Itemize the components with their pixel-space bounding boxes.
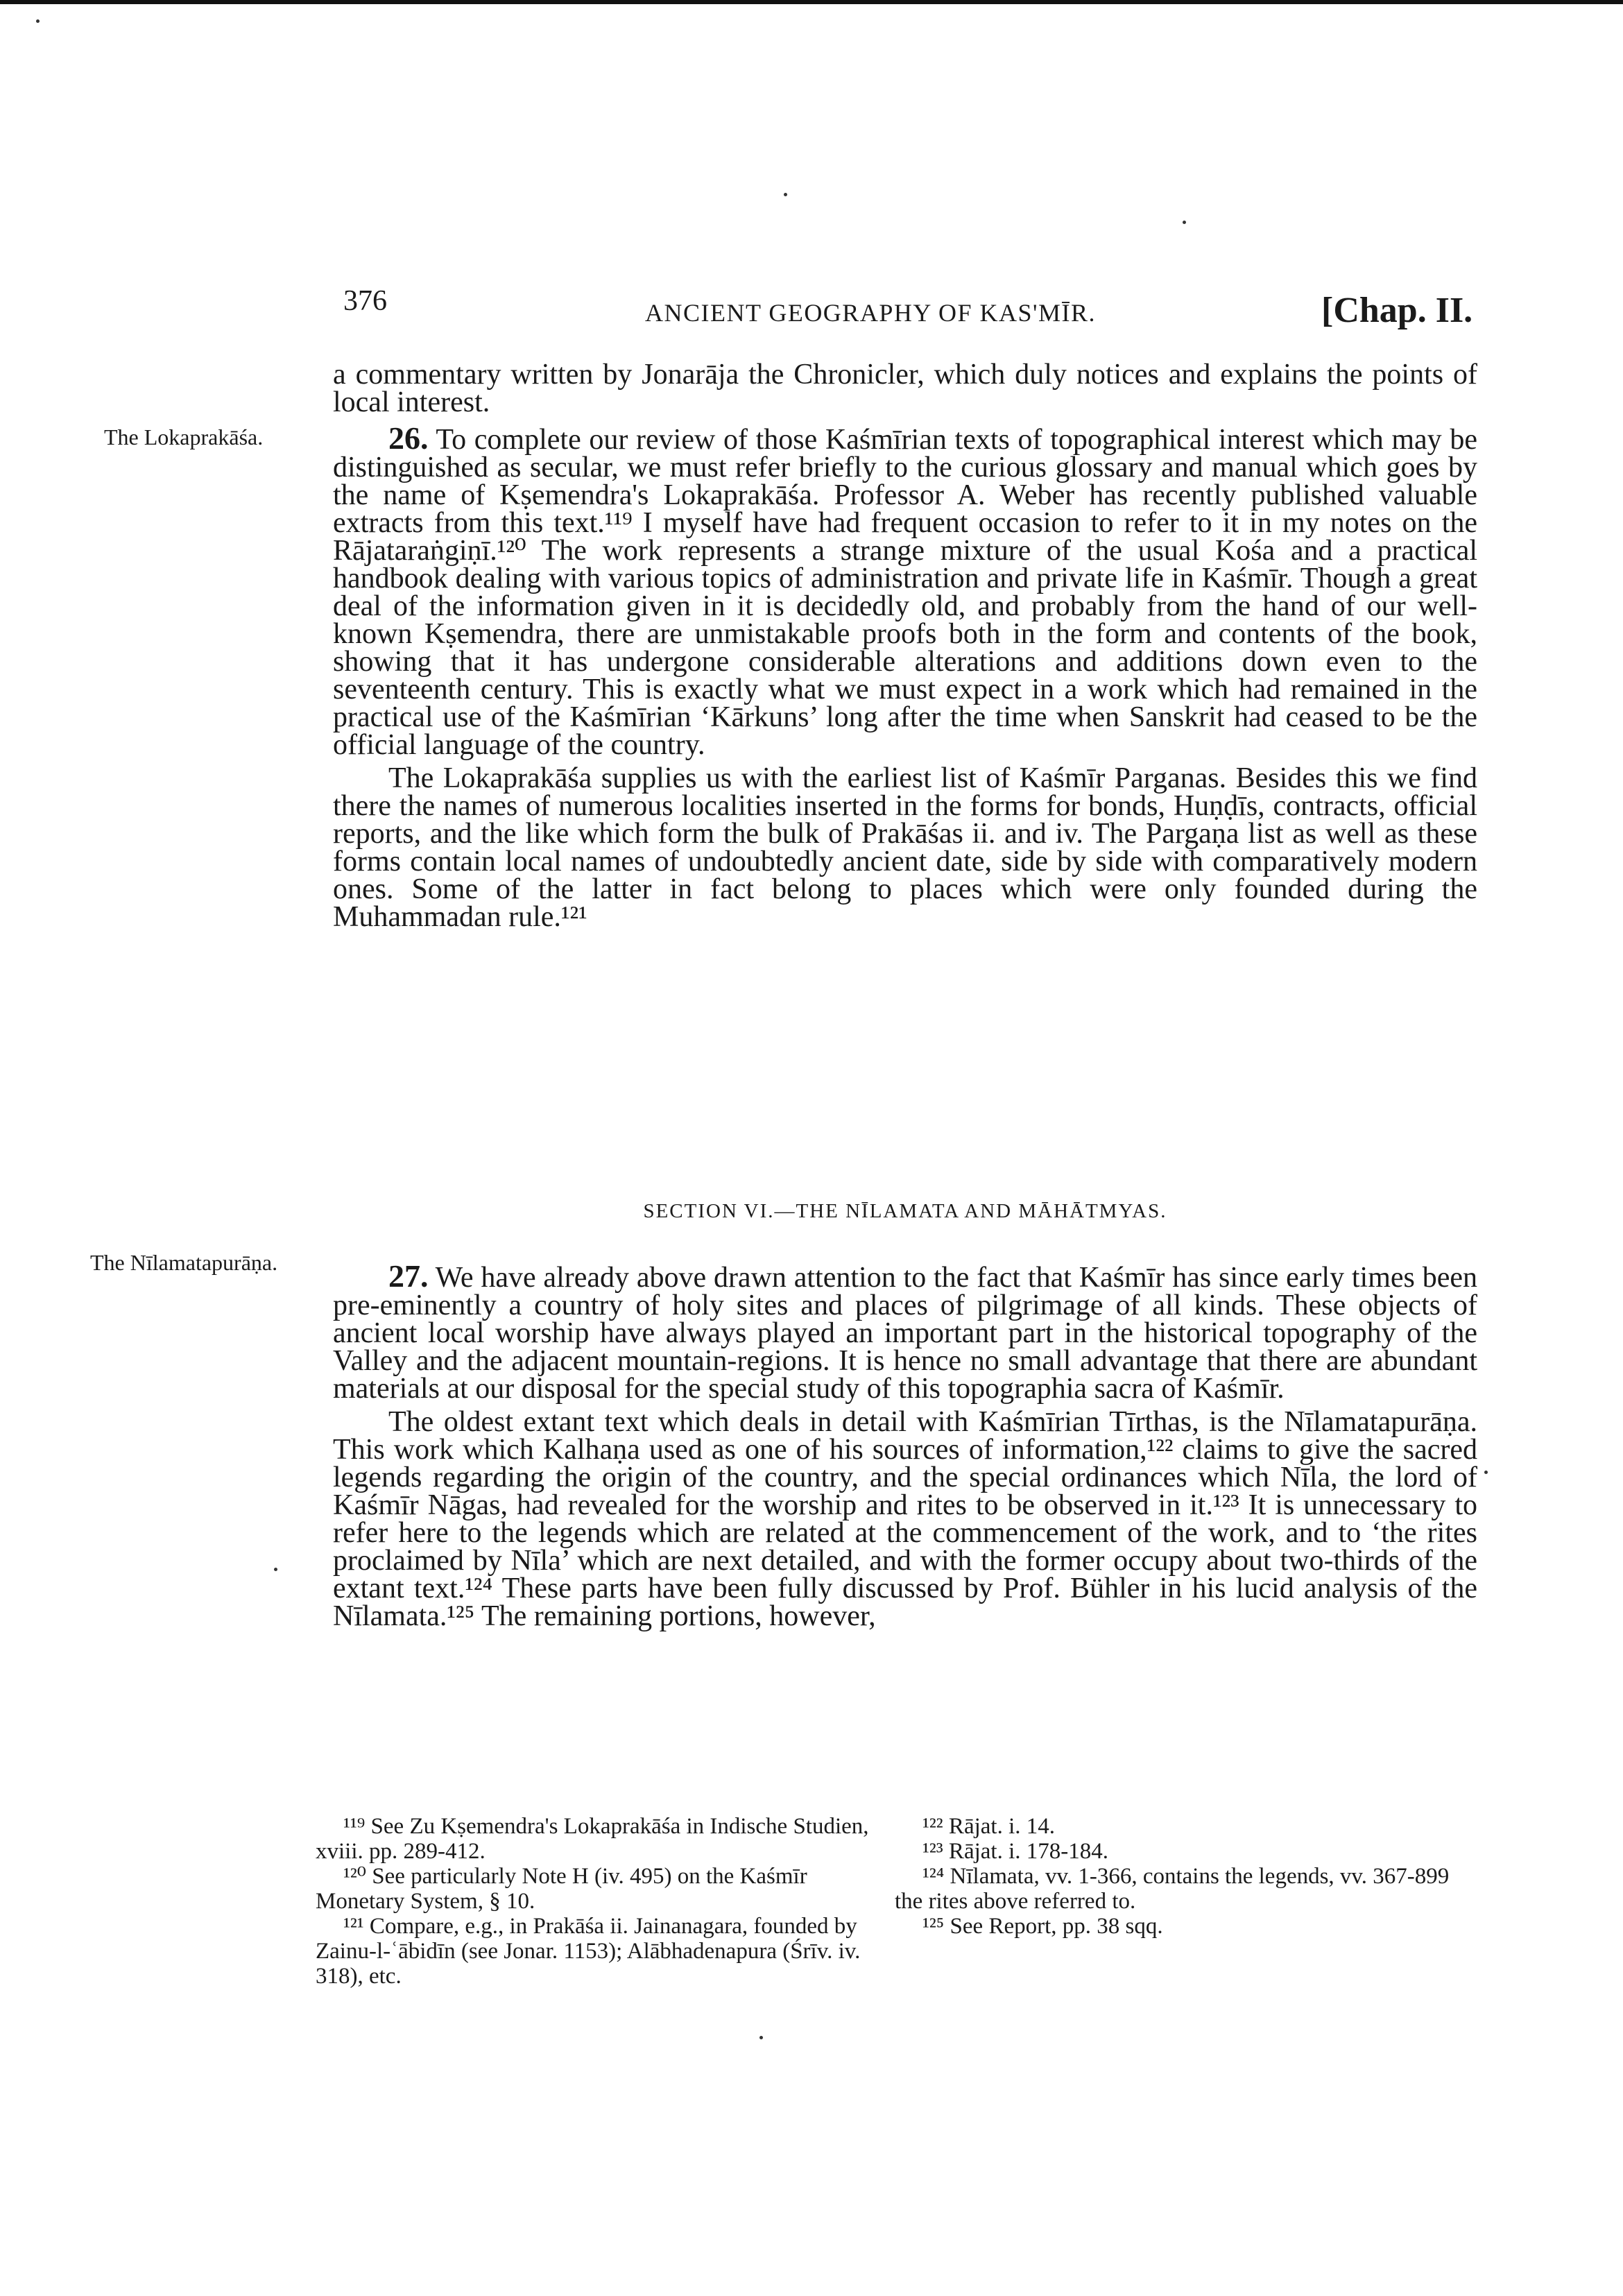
running-title: ANCIENT GEOGRAPHY OF KAS'MĪR.	[645, 299, 1097, 327]
footnote-122: ¹²² Rājat. i. 14.	[922, 1814, 1055, 1839]
top-border-rule	[0, 0, 1623, 4]
footnote-121: ¹²¹ Compare, e.g., in Prakāśa ii. Jainanagara, founded by Zainu-l-ʿābidīn (see Jonar. 1153); Alābhadenapura (Śrīv. iv. 318), etc.	[316, 1914, 861, 1989]
para-number: 27.	[388, 1258, 429, 1294]
margin-note-nilamatapurana: The Nīlamatapurāṇa.	[90, 1250, 278, 1275]
scan-speck	[274, 1568, 277, 1571]
para-number: 26.	[388, 420, 429, 456]
footnotes-left	[316, 1814, 870, 1989]
footnote-123: ¹²³ Rājat. i. 178-184.	[922, 1839, 1108, 1864]
scan-speck	[1484, 1471, 1488, 1474]
para-26-first	[333, 420, 1477, 761]
footnote-124: ¹²⁴ Nīlamata, vv. 1-366, contains the legends, vv. 367-899 the rites above referred to.	[895, 1864, 1450, 1914]
para-26-second: The Lokaprakāśa supplies us with the earliest list of Kaśmīr Parganas. Besides this we find there the names of numerous localities inserted in the forms for bonds, Huṇḍīs, contracts, official reports, and the like which form the bulk of Prakāśas ii. and iv. The Pargaṇa list as well as these forms contain local names of undoubtedly ancient date, side by side with comparatively modern ones. Some of the latter in fact belong to places which were only founded during the Muhammadan rule.¹²¹	[333, 762, 1477, 933]
scan-speck	[784, 193, 787, 196]
footnotes-right	[895, 1814, 1470, 1939]
para-26-text: To complete our review of those Kaśmīrian texts of topographical interest which may be distinguished as secular, we must refer briefly to the curious glossary and manual which goes by the name of Kṣemendra's Lokaprakāśa. Professor A. Weber has recently published valuable extracts from this text.¹¹⁹ I myself have had frequent occasion to refer to it in my notes on the Rājataraṅgiṇī.¹²⁰ The work represents a strange mixture of the usual Kośa and a practical handbook dealing with various topics of administration and private life in Kaśmīr. Though a great deal of the information given in it is decidedly old, and probably from the hand of our well-known Kṣemendra, there are unmistakable proofs both in the form and contents of the book, showing that it has undergone considerable alterations and additions down even to the seventeenth century. This is exactly what we must expect in a work which had remained in the practical use of the Kaśmīrian ‘Kārkuns’ long after the time when Sanskrit had ceased to be the official language of the country.	[333, 424, 1477, 761]
scan-speck	[1183, 221, 1186, 224]
intro-paragraph: a commentary written by Jonarāja the Chronicler, which duly notices and explains the points of local interest.	[333, 359, 1477, 418]
chapter-label: [Chap. II.	[1321, 291, 1473, 330]
section-26	[333, 420, 1477, 936]
page-number: 376	[343, 285, 387, 317]
margin-note-lokaprakasa: The Lokaprakāśa.	[104, 425, 264, 449]
section-27	[333, 1258, 1477, 1636]
scan-speck	[759, 2036, 763, 2039]
para-27-text: We have already above drawn attention to the fact that Kaśmīr has since early times been pre-eminently a country of holy sites and places of pilgrimage of all kinds. These objects of ancient local worship have always played an important part in the historical topography of the Valley and the adjacent mountain-regions. It is hence no small advantage that there are abundant materials at our disposal for the special study of this topographia sacra of Kaśmīr.	[333, 1262, 1477, 1405]
intro-text	[333, 361, 1477, 422]
scan-speck	[36, 19, 40, 23]
section-heading: SECTION VI.—THE NĪLAMATA AND MĀHĀTMYAS.	[643, 1200, 1167, 1222]
footnote-125: ¹²⁵ See Report, pp. 38 sqq.	[922, 1914, 1163, 1939]
para-27-second: The oldest extant text which deals in detail with Kaśmīrian Tīrthas, is the Nīlamatapurāṇa. This work which Kalhaṇa used as one of his sources of information,¹²² claims to give the sacred legends regarding the origin of the country, and the special ordinances which Nīla, the lord of Kaśmīr Nāgas, had revealed for the worship and rites to be observed in it.¹²³ It is unnecessary to refer here to the legends which are related at the commencement of the work, and to ‘the rites proclaimed by Nīla’ which are next detailed, and with the former occupy about two-thirds of the extant text.¹²⁴ These parts have been fully discussed by Prof. Bühler in his lucid analysis of the Nīlamata.¹²⁵ The remaining portions, however,	[333, 1406, 1477, 1632]
footnote-120: ¹²⁰ See particularly Note H (iv. 495) on the Kaśmīr Monetary System, § 10.	[316, 1864, 807, 1914]
footnote-119: ¹¹⁹ See Zu Kṣemendra's Lokaprakāśa in Indische Studien, xviii. pp. 289-412.	[316, 1814, 869, 1864]
para-27-first	[333, 1258, 1477, 1405]
